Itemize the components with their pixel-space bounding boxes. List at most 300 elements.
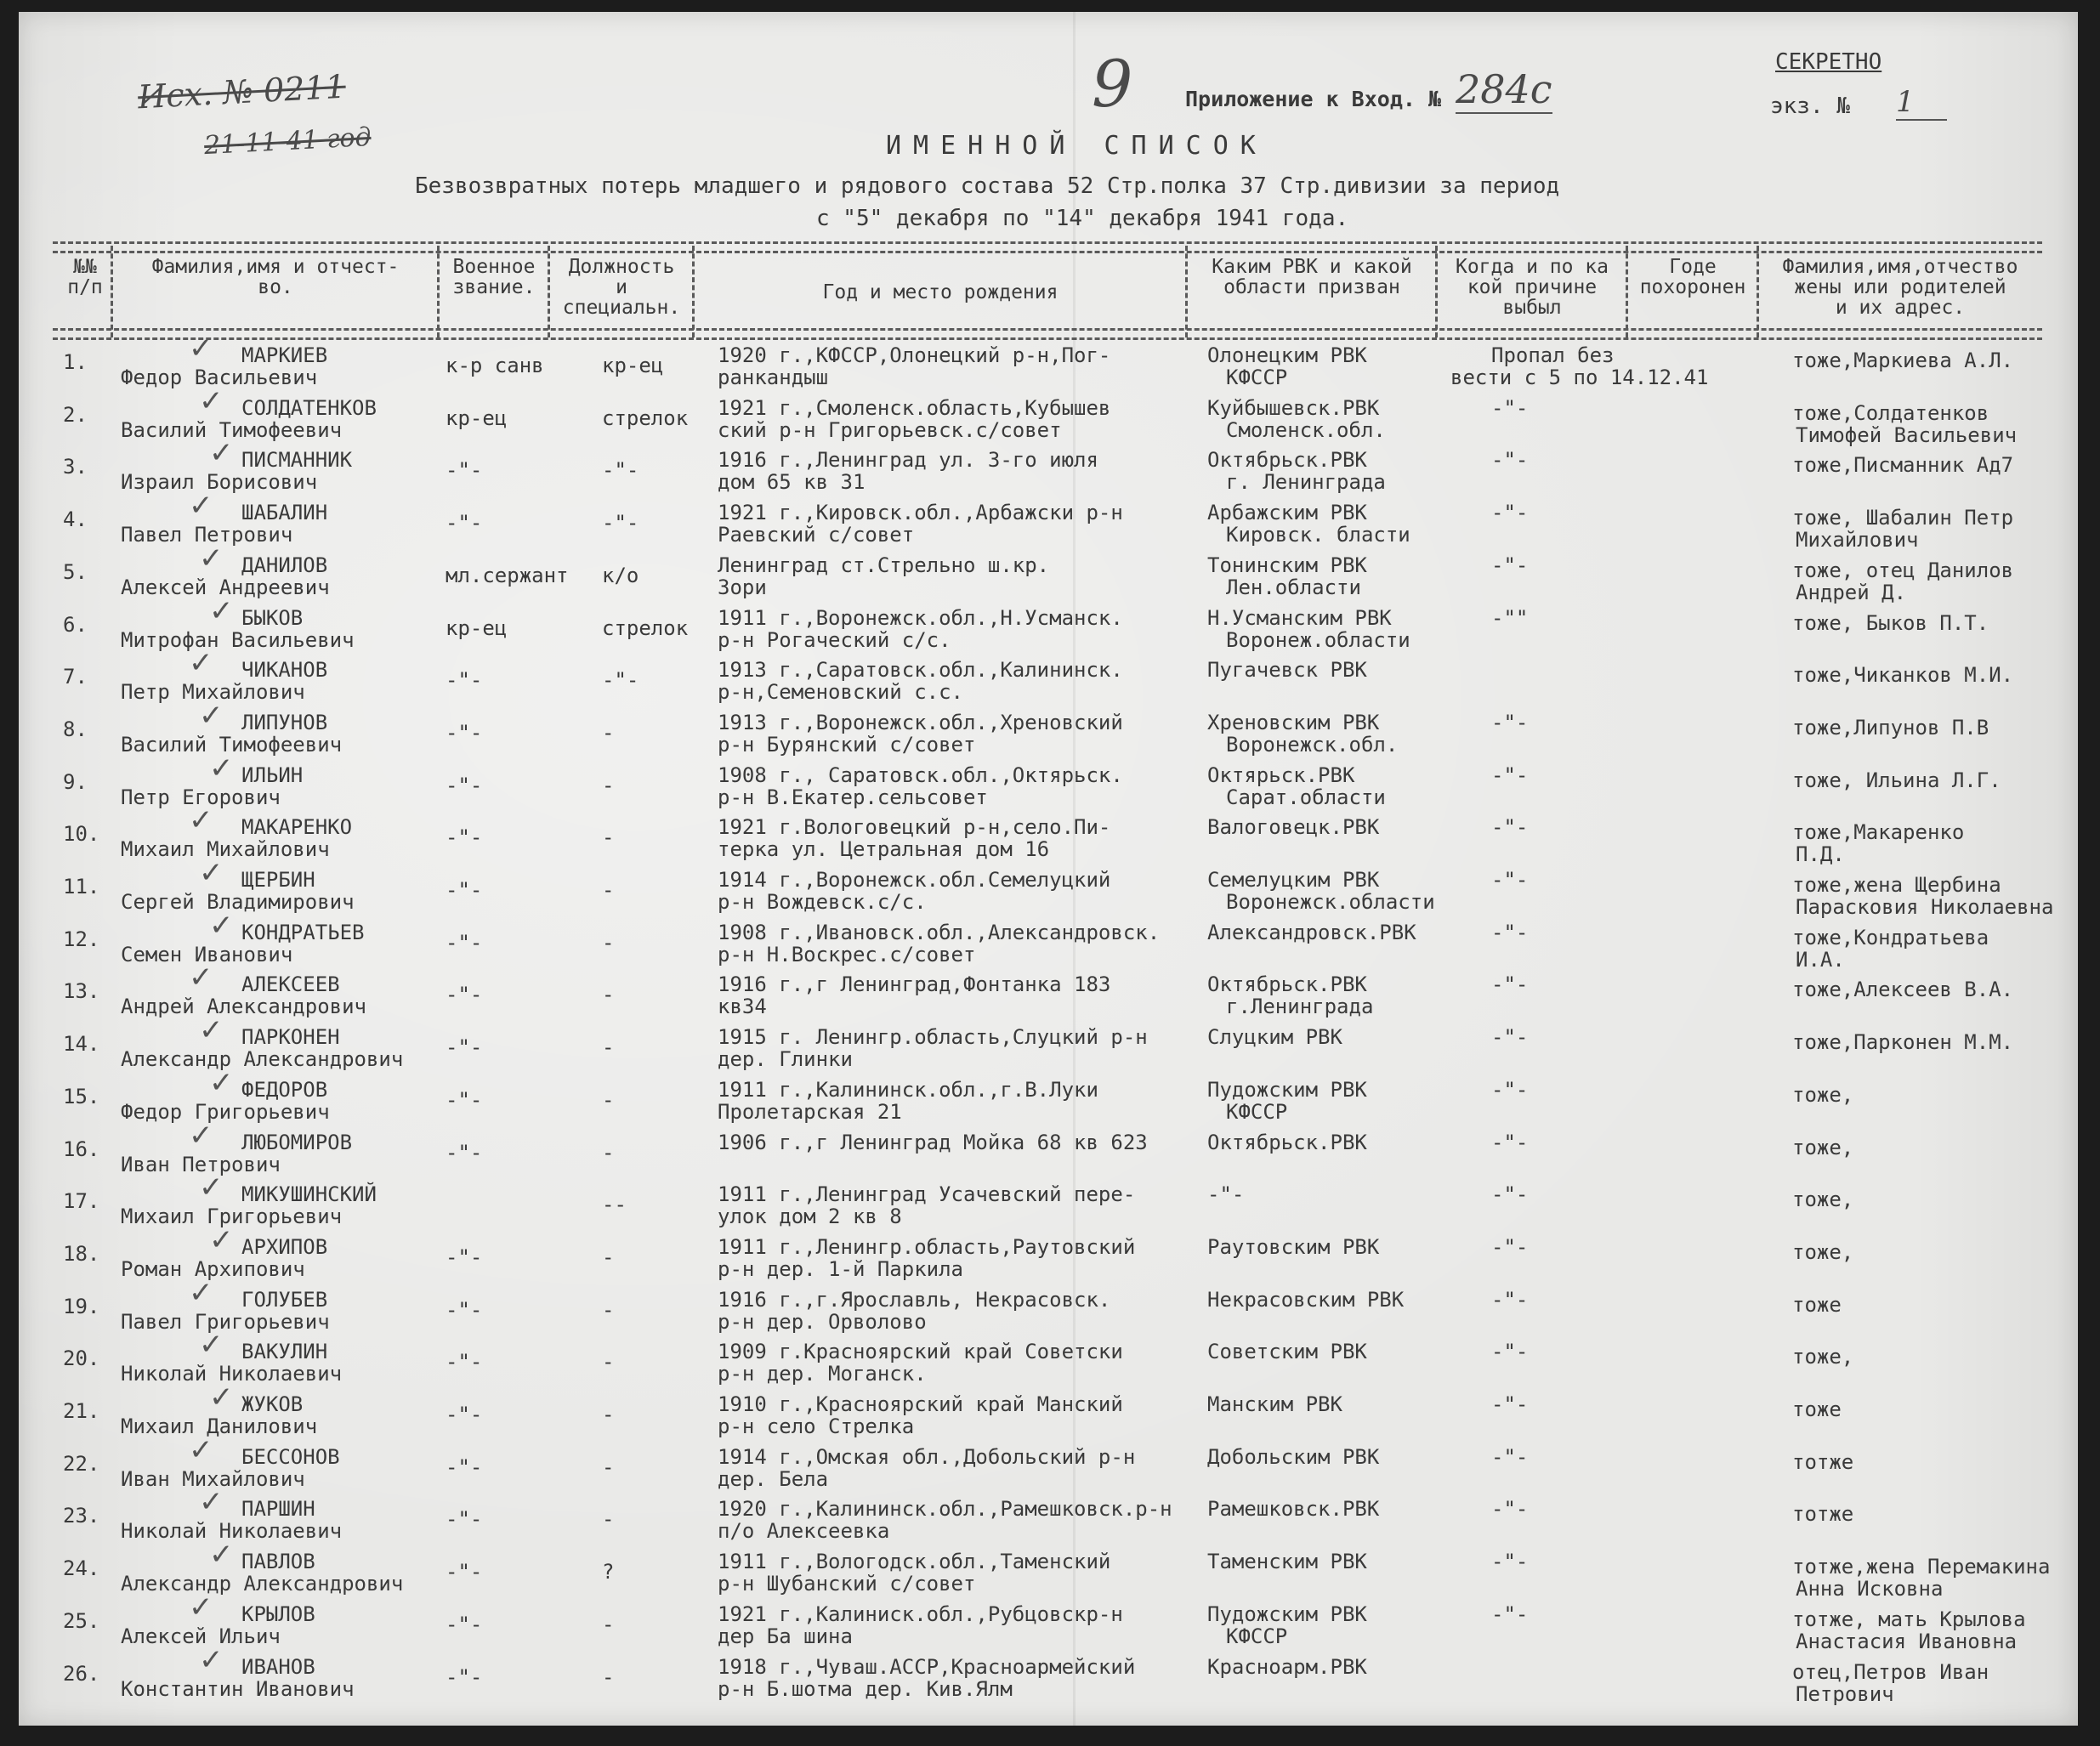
appendix-number: 284с [1456,66,1552,112]
row-post: -"- [602,511,639,536]
row-rank: -"- [446,1140,483,1165]
col-divider [1435,246,1438,337]
table-row [19,803,2078,867]
row-relatives-line1: тоже,Макаренко [1792,820,1965,845]
row-post: кр-ец [602,354,664,377]
row-when-line1: Пропал без [1491,343,1615,367]
row-relatives-line1: тотже,жена Перемакина [1792,1555,2051,1579]
row-surname: АЛЕКСЕЕВ [241,972,340,997]
checkmark-icon: ✓ [189,1275,213,1310]
row-given-name: Александр Александрович [121,1047,404,1072]
row-relatives-line1: тоже, Шабалин Петр [1792,506,2014,530]
row-number: 1. [63,350,88,374]
row-when-line1: -"- [1491,1077,1529,1102]
row-given-name: Николай Николаевич [121,1519,343,1544]
row-post: - [602,930,615,955]
checkmark-icon: ✓ [199,1328,224,1363]
checkmark-icon: ✓ [199,383,224,418]
row-rank: -"- [446,983,483,1007]
row-rvk-line2: Сарат.области [1226,785,1386,809]
col-divider [1626,246,1628,337]
row-given-name: Петр Егорович [121,785,281,809]
row-surname: ИВАНОВ [241,1654,315,1679]
row-relatives-line1: тоже, [1792,1345,1854,1369]
row-when-line1: -"- [1491,868,1529,892]
row-birth-line2: дер. Глинки [718,1047,853,1072]
row-when-line1: -"- [1491,1550,1529,1574]
row-surname: ЛЮБОМИРОВ [241,1130,353,1154]
checkmark-icon: ✓ [189,803,213,838]
row-rvk-line1: Куйбышевск.РВК [1207,395,1380,420]
row-number: 7. [63,665,88,689]
row-birth-line2: ский р-н Григорьевск.с/совет [718,417,1062,442]
row-birth-line2: р-н Шубанский с/совет [718,1572,976,1596]
col-divider [111,246,113,337]
copy-number: 1 [1896,85,1947,121]
row-post: - [602,1403,615,1426]
row-when-line1: -"- [1491,1444,1529,1469]
row-birth-line2: кв34 [718,995,767,1019]
row-post: ? [602,1560,615,1584]
row-number: 5. [63,559,88,584]
row-when-line1: -"- [1491,501,1529,525]
checkmark-icon: ✓ [209,1380,234,1414]
table-row [19,541,2078,604]
checkmark-icon: ✓ [209,436,234,471]
row-birth-line2: ранкандыш [718,366,829,389]
row-rank: -"- [446,1035,483,1060]
row-post: стрелок [602,615,689,640]
row-rvk-line1: Красноарм.РВК [1207,1654,1367,1679]
col-header-buried: Годе похоронен [1639,256,1746,298]
row-birth-line1: 1911 г.,Ленингр.область,Раутовский [718,1234,1136,1259]
row-rank: кр-ец [446,615,508,640]
row-relatives-line2: Парасковия Николаевна [1796,895,2054,919]
row-birth-line2: р-н дер. 1-й Паркила [718,1256,963,1281]
row-rvk-line2: Воронеж.области [1226,627,1410,652]
row-relatives-line2: И.А. [1796,947,1845,972]
row-relatives-line2: Петрович [1796,1681,1894,1706]
row-birth-line1: 1913 г.,Воронежск.обл.,Хреновский [718,710,1123,734]
checkmark-icon: ✓ [199,1013,224,1048]
row-birth-line2: р-н Бурянский с/совет [718,732,976,757]
document-title: ИМЕННОЙ СПИСОК [886,131,1268,161]
row-when-line1: -"- [1491,972,1529,997]
row-rvk-line1: Раутовским РВК [1207,1234,1380,1259]
row-when-line1: -"- [1491,1025,1529,1050]
row-rvk-line2: г.Ленинграда [1226,995,1374,1019]
col-header-post: Должность и специальн. [562,256,681,319]
row-given-name: Иван Петрович [121,1152,281,1176]
row-relatives-line1: тотже [1792,1502,1854,1527]
row-number: 25. [63,1608,100,1633]
row-post: - [602,983,615,1007]
table-row [19,1171,2078,1229]
checkmark-icon: ✓ [209,908,234,943]
row-birth-line1: 1914 г.,Воронежск.обл.Семелуцкий [718,868,1111,892]
row-birth-line2: дер. Бела [718,1466,829,1491]
row-birth-line1: 1921 г.Вологовецкий р-н,село.Пи- [718,815,1111,840]
table-row [19,332,2078,389]
row-number: 4. [63,507,88,532]
row-rvk-line2: КФССР [1226,1624,1288,1648]
row-birth-line2: дом 65 кв 31 [718,470,866,495]
row-surname: КРЫЛОВ [241,1601,315,1626]
row-birth-line2: улок дом 2 кв 8 [718,1205,902,1229]
row-relatives-line1: тоже, отец Данилов [1792,558,2014,582]
row-rvk-line1: Рамешковск.РВК [1207,1497,1380,1522]
table-row [19,1642,2078,1706]
row-number: 12. [63,927,100,951]
row-number: 14. [63,1032,100,1057]
row-rank: -"- [446,930,483,955]
row-post: стрелок [602,405,689,430]
row-number: 11. [63,875,100,899]
row-birth-line2: дер Ба шина [718,1624,853,1648]
row-relatives-line1: тоже,Алексеев В.А. [1792,978,2014,1002]
handwritten-date: 21-11-41 год [203,122,372,162]
row-given-name: Израил Борисович [121,470,318,495]
row-rank: -"- [446,1612,483,1636]
row-post: - [602,1507,615,1532]
row-relatives-line2: Анастасия Ивановна [1796,1629,2018,1653]
col-header-relatives: Фамилия,имя,отчество жены или родителей и их адрес. [1782,256,2018,319]
row-surname: ПАВЛОВ [241,1550,315,1574]
row-given-name: Константин Иванович [121,1676,355,1701]
table-row [19,1118,2078,1176]
row-number: 19. [63,1294,100,1318]
row-rank: -"- [446,825,483,850]
checkmark-icon: ✓ [209,1222,234,1257]
row-birth-line2: Раевский с/совет [718,523,915,547]
checkmark-icon: ✓ [199,856,224,890]
row-birth-line1: 1909 г.Красноярский край Советски [718,1340,1123,1364]
row-post: -"- [602,458,639,483]
col-divider [692,246,695,337]
row-birth-line2: Пролетарская 21 [718,1099,902,1124]
checkmark-icon: ✓ [189,1432,213,1467]
row-birth-line1: 1910 г.,Красноярский край Манский [718,1392,1123,1416]
row-number: 21. [63,1399,100,1423]
row-birth-line1: 1916 г.,Ленинград ул. 3-го июля [718,448,1098,473]
row-when-line1: -"- [1491,1130,1529,1154]
row-post: - [602,878,615,902]
row-given-name: Алексей Андреевич [121,575,330,599]
row-given-name: Михаил Григорьевич [121,1205,343,1229]
row-birth-line1: 1921 г.,Кировск.обл.,Арбажски р-н [718,501,1123,525]
row-rank: -"- [446,1087,483,1112]
row-surname: МАКАРЕНКО [241,815,353,840]
row-birth-line1: 1908 г.,Ивановск.обл.,Александровск. [718,920,1161,944]
row-post: -"- [602,668,639,693]
row-given-name: Семен Иванович [121,942,293,967]
checkmark-icon: ✓ [189,646,213,681]
row-surname: ЛИПУНОВ [241,710,328,734]
row-relatives-line1: тоже,Кондратьева [1792,925,1989,950]
checkmark-icon: ✓ [189,1118,213,1153]
col-header-rank: Военное звание. [452,256,536,298]
row-rank: -"- [446,773,483,797]
row-birth-line1: 1918 г.,Чуваш.АССР,Красноармейский [718,1654,1136,1679]
copy-label: экз. № [1770,94,1850,119]
row-relatives-line1: тоже, [1792,1239,1854,1264]
table-row [19,1485,2078,1544]
row-surname: СОЛДАТЕНКОВ [241,395,377,420]
row-surname: ПАРКОНЕН [241,1025,340,1050]
row-relatives-line2: Анна Исковна [1796,1577,1944,1601]
secret-label: СЕКРЕТНО [1775,49,1882,75]
row-number: 3. [63,455,88,479]
row-rank: -"- [446,1454,483,1479]
row-number: 16. [63,1137,100,1161]
table-row [19,436,2078,495]
row-relatives-line1: тоже,Липунов П.В [1792,715,1989,740]
row-post: - [602,1664,615,1689]
row-birth-line1: 1911 г.,Ленинград Усачевский пере- [718,1182,1136,1207]
row-rvk-line1: Арбажским РВК [1207,501,1367,525]
table-row [19,856,2078,919]
table-row [19,1432,2078,1491]
table-row [19,1328,2078,1386]
col-header-number: №№ п/п [67,256,103,298]
row-rank: -"- [446,878,483,902]
table-row [19,646,2078,705]
row-relatives-line2: Михайлович [1796,528,1919,553]
row-surname: ЖУКОВ [241,1392,304,1416]
row-given-name: Василий Тимофеевич [121,417,343,442]
row-when-line1: -"- [1491,710,1529,734]
table-row [19,1222,2078,1281]
row-rank: -"- [446,1350,483,1375]
table-row [19,1590,2078,1653]
row-given-name: Федор Григорьевич [121,1099,330,1124]
checkmark-icon: ✓ [209,751,234,785]
checkmark-icon: ✓ [199,1485,224,1520]
row-birth-line1: Ленинград ст.Стрельно ш.кр. [718,553,1050,577]
row-number: 20. [63,1346,100,1371]
row-rank: мл.сержант [446,563,569,587]
handwritten-reference: Исх. № 0211 [137,67,347,116]
row-rvk-line1: Семелуцким РВК [1207,868,1380,892]
row-post: - [602,1454,615,1479]
row-post: к/о [602,563,639,587]
row-number: 2. [63,402,88,427]
row-relatives-line1: тоже, Быков П.Т. [1792,610,1989,635]
row-when-line1: -"" [1491,605,1529,630]
row-birth-line2: п/о Алексеевка [718,1519,890,1544]
row-rank: -"- [446,1664,483,1689]
row-relatives-line2: Андрей Д. [1796,580,1907,604]
row-given-name: Павел Григорьевич [121,1309,330,1334]
row-rvk-line1: Пудожским РВК [1207,1077,1367,1102]
row-post: - [602,1297,615,1322]
row-when-line1: -"- [1491,1182,1529,1207]
checkmark-icon: ✓ [209,1065,234,1100]
row-post: - [602,1244,615,1269]
row-birth-line2: р-н село Стрелка [718,1414,915,1438]
row-rank: -"- [446,458,483,483]
row-birth-line1: 1921 г.,Калиниск.обл.,Рубцовскр-н [718,1601,1123,1626]
row-given-name: Роман Архипович [121,1256,305,1281]
row-relatives-line1: тоже,Чиканков М.И. [1792,663,2014,688]
row-when-line1: -"- [1491,815,1529,840]
row-post: - [602,720,615,745]
row-relatives-line1: тоже,Солдатенков [1792,400,1989,425]
header-rule-bottom [53,328,2042,340]
row-rank: -"- [446,720,483,745]
col-divider [437,246,440,337]
row-birth-line2: терка ул. Цетральная дом 16 [718,837,1050,862]
table-row [19,383,2078,447]
row-relatives-line1: тоже,Парконен М.М. [1792,1030,2014,1055]
row-post: -- [602,1193,627,1217]
row-post: - [602,1350,615,1375]
row-surname: БЫКОВ [241,605,304,630]
row-when-line1: -"- [1491,1392,1529,1416]
row-surname: ВАКУЛИН [241,1340,328,1364]
row-rank: -"- [446,1403,483,1426]
row-birth-line2: р-н Б.шотма дер. Кив.Ялм [718,1676,1013,1701]
row-given-name: Федор Васильевич [121,366,318,389]
row-relatives-line1: тоже [1792,1292,1842,1317]
row-birth-line2: р-н дер. Орволово [718,1309,927,1334]
row-rvk-line1: Н.Усманским РВК [1207,605,1392,630]
table-row [19,908,2078,972]
row-rvk-line1: Пудожским РВК [1207,1601,1367,1626]
row-rank: к-р санв [446,354,544,377]
row-relatives-line1: тоже,Маркиева А.Л. [1792,349,2014,372]
row-rvk-line1: Октярьск.РВК [1207,762,1355,787]
row-surname: ШАБАЛИН [241,501,328,525]
row-relatives-line1: тоже,Писманник Ад7 [1792,453,2014,478]
row-rank: кр-ец [446,405,508,430]
row-given-name: Николай Николаевич [121,1362,343,1386]
row-birth-line1: 1911 г.,Воронежск.обл.,Н.Усманск. [718,605,1123,630]
row-rank: -"- [446,1297,483,1322]
checkmark-icon: ✓ [199,1171,224,1205]
row-when-line1: -"- [1491,1234,1529,1259]
row-when-line1: -"- [1491,1497,1529,1522]
row-birth-line1: 1915 г. Ленингр.область,Слуцкий р-н [718,1025,1148,1050]
row-post: - [602,773,615,797]
table-row [19,1275,2078,1334]
row-rank: -"- [446,1560,483,1584]
row-given-name: Иван Михайлович [121,1466,305,1491]
row-relatives-line1: тоже, [1792,1135,1854,1159]
row-when-line1: -"- [1491,920,1529,944]
row-surname: ИЛЬИН [241,762,304,787]
col-divider [548,246,550,337]
row-relatives-line1: тоже [1792,1397,1842,1421]
row-post: - [602,825,615,850]
table-row [19,489,2078,553]
row-birth-line1: 1914 г.,Омская обл.,Добольский р-н [718,1444,1136,1469]
row-number: 18. [63,1241,100,1266]
row-rvk-line2: КФССР [1226,1099,1288,1124]
row-number: 17. [63,1189,100,1214]
row-number: 13. [63,979,100,1004]
checkmark-icon: ✓ [189,489,213,524]
row-number: 26. [63,1661,100,1686]
document-sheet [19,12,2078,1726]
row-number: 22. [63,1451,100,1476]
row-number: 24. [63,1556,100,1581]
row-rvk-line2: Кировск. бласти [1226,523,1410,547]
row-birth-line2: р-н В.Екатер.сельсовет [718,785,988,809]
row-given-name: Василий Тимофеевич [121,732,343,757]
document-subtitle: Безвозвратных потерь младшего и рядового состава 52 Стр.полка 37 Стр.дивизии за период [415,173,1560,199]
checkmark-icon: ✓ [189,1590,213,1624]
row-surname: БЕССОНОВ [241,1444,340,1469]
row-number: 10. [63,822,100,847]
row-rank: -"- [446,668,483,693]
row-when-line1: -"- [1491,553,1529,577]
row-relatives-line1: тотже, мать Крылова [1792,1607,2026,1631]
col-header-rvk: Каким РВК и какой области призван [1212,256,1412,298]
row-rvk-line1: Олонецким РВК [1207,343,1367,367]
row-rvk-line1: -"- [1207,1182,1245,1207]
checkmark-icon: ✓ [199,698,224,733]
checkmark-icon: ✓ [199,541,224,575]
row-given-name: Павел Петрович [121,523,293,547]
row-birth-line1: 1916 г.,г Ленинград,Фонтанка 183 [718,972,1111,997]
row-rvk-line1: Советским РВК [1207,1340,1367,1364]
row-when-line1: -"- [1491,1601,1529,1626]
row-when-line1: -"- [1491,1287,1529,1312]
row-rvk-line1: Октябрьск.РВК [1207,972,1367,997]
checkmark-icon: ✓ [209,1538,234,1573]
row-number: 9. [63,769,88,794]
document-period: с "5" декабря по "14" декабря 1941 года. [816,206,1349,231]
row-rvk-line1: Октябрьск.РВК [1207,448,1367,473]
row-rvk-line2: Воронежск.области [1226,890,1435,914]
row-number: 15. [63,1084,100,1108]
row-relatives-line1: тоже, [1792,1082,1854,1107]
row-rvk-line2: Смоленск.обл. [1226,417,1386,442]
row-birth-line2: Зори [718,575,767,599]
row-rvk-line1: Слуцким РВК [1207,1025,1342,1050]
row-birth-line1: 1906 г.,г Ленинград Мойка 68 кв 623 [718,1130,1148,1154]
col-header-when: Когда и по ка кой причине выбыл [1455,256,1609,319]
row-relatives-line1: тоже,жена Щербина [1792,873,2001,897]
row-surname: АРХИПОВ [241,1234,328,1259]
row-relatives-line2: Тимофей Васильевич [1796,422,2018,447]
row-rvk-line2: КФССР [1226,366,1288,389]
row-birth-line1: 1916 г.,г.Ярославль, Некрасовск. [718,1287,1111,1312]
checkmark-icon: ✓ [209,593,234,628]
table-row [19,1538,2078,1601]
row-relatives-line1: тоже, [1792,1188,1854,1212]
row-surname: ГОЛУБЕВ [241,1287,328,1312]
row-birth-line1: 1911 г.,Вологодск.обл.,Таменский [718,1550,1111,1574]
row-birth-line2: р-н Н.Воскрес.с/совет [718,942,976,967]
row-rank: -"- [446,1244,483,1269]
row-rvk-line1: Добольским РВК [1207,1444,1380,1469]
row-given-name: Митрофан Васильевич [121,627,355,652]
table-row [19,698,2078,757]
row-rvk-line1: Октябрьск.РВК [1207,1130,1367,1154]
row-rank: -"- [446,1507,483,1532]
row-given-name: Михаил Данилович [121,1414,318,1438]
row-number: 8. [63,717,88,741]
row-relatives-line2: П.Д. [1796,842,1845,867]
row-surname: КОНДРАТЬЕВ [241,920,365,944]
row-relatives-line1: тотже [1792,1449,1854,1474]
checkmark-icon: ✓ [189,961,213,995]
header-rule-top [53,241,2042,253]
row-post: - [602,1612,615,1636]
row-birth-line1: 1921 г.,Смоленск.область,Кубышев [718,395,1111,420]
